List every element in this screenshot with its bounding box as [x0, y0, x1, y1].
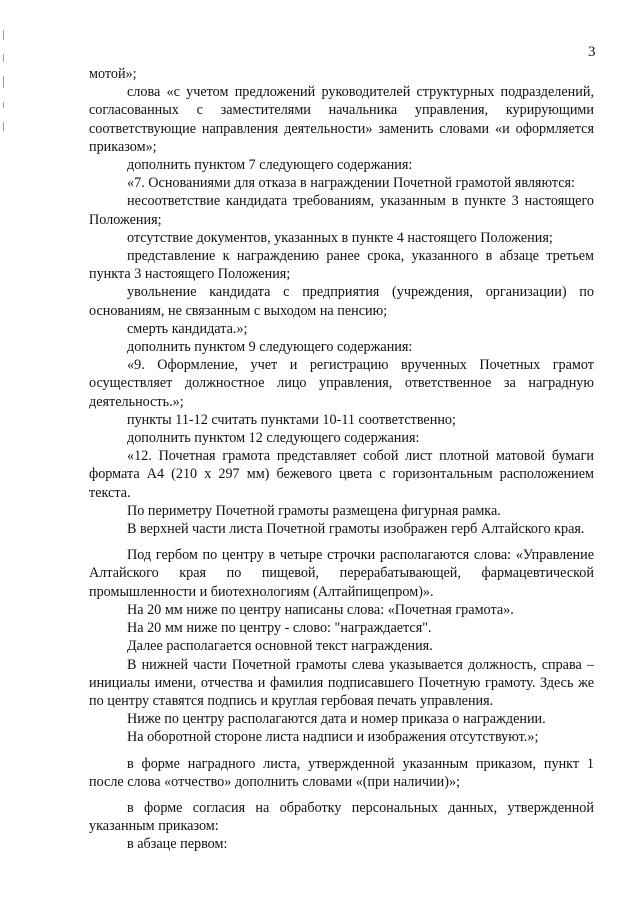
paragraph: дополнить пунктом 7 следующего содержания:: [127, 157, 413, 174]
paragraph: В нижней части Почетной грамоты слева указывается должность, справа – инициалы имени, отчества и фамилия подписавшего Почетную грамоту. Здесь же по центру ставятся подпись и круглая гербовая печать управления.: [89, 656, 594, 709]
paragraph: Под гербом по центру в четыре строчки располагаются слова: «Управление Алтайского края по пищевой, перерабатывающей, фармацевтической промышленности и биотехнологиям (Алтайпищепром)».: [89, 547, 594, 600]
paragraph: «7. Основаниями для отказа в награждении Почетной грамотой являются:: [127, 175, 575, 192]
paragraph: Далее располагается основной текст награждения.: [127, 638, 433, 655]
paragraph: дополнить пунктом 9 следующего содержания:: [127, 339, 413, 356]
document-body: [89, 65, 594, 854]
paragraph: увольнение кандидата с предприятия (учреждения, организации) по основаниям, не связанным с выходом на пенсию;: [89, 284, 594, 319]
paragraph: представление к награждению ранее срока, указанного в абзаце третьем пункта 3 настоящего Положения;: [89, 248, 594, 283]
paragraph: Ниже по центру располагаются дата и номер приказа о награждении.: [127, 711, 546, 728]
paragraph: мотой»;: [89, 66, 137, 82]
paragraph: На 20 мм ниже по центру написаны слова: «Почетная грамота».: [127, 601, 514, 618]
paragraph: По периметру Почетной грамоты размещена фигурная рамка.: [127, 502, 501, 519]
paragraph: пункты 11-12 считать пунктами 10-11 соответственно;: [127, 411, 456, 428]
paragraph: отсутствие документов, указанных в пункте 4 настоящего Положения;: [127, 229, 553, 246]
binding-marks: [3, 30, 5, 150]
paragraph: В верхней части листа Почетной грамоты изображен герб Алтайского края.: [127, 521, 585, 538]
paragraph: «12. Почетная грамота представляет собой лист плотной матовой бумаги формата А4 (210 х 297 мм) бежевого цвета с горизонтальным расположением текста.: [89, 448, 594, 501]
paragraph: смерть кандидата.»;: [127, 320, 248, 337]
paragraph: в форме согласия на обработку персональных данных, утвержденной указанным приказом:: [89, 799, 594, 835]
paragraph: в форме наградного листа, утвержденной указанным приказом, пункт 1 после слова «отчество» дополнить словами «(при наличии)»;: [89, 755, 594, 790]
paragraph: несоответствие кандидата требованиям, указанным в пункте 3 настоящего Положения;: [89, 193, 594, 228]
paragraph: слова «с учетом предложений руководителей структурных подразделений, согласованных с заместителями начальника управления, курирующими соответствующие направления деятельности» заменить словами «и оформляется приказом»;: [89, 84, 594, 155]
paragraph: На оборотной стороне листа надписи и изображения отсутствуют.»;: [127, 729, 539, 746]
paragraph: «9. Оформление, учет и регистрацию врученных Почетных грамот осуществляет должностное лицо управления, ответственное за наградную деятельность.»;: [89, 357, 594, 410]
page-number: 3: [588, 44, 596, 60]
paragraph: в абзаце первом:: [127, 836, 228, 853]
paragraph: дополнить пунктом 12 следующего содержания:: [127, 430, 420, 447]
paragraph: На 20 мм ниже по центру - слово: "награждается".: [127, 620, 432, 637]
